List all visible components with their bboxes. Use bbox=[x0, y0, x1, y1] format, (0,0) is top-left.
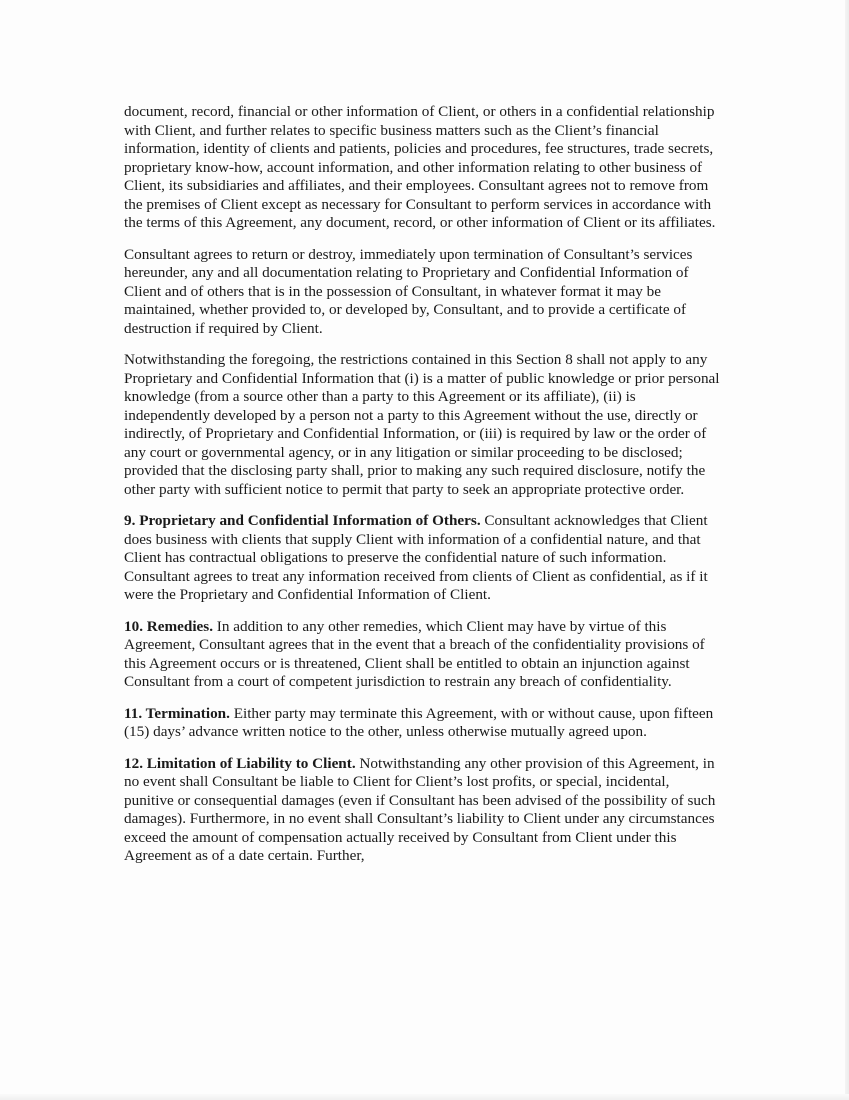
section-10-paragraph bbox=[124, 618, 722, 692]
paragraph-text: Consultant agrees to return or destroy, immediately upon termination of Consultant’s services hereunder, any and all documentation relating to Proprietary and Confidential Information of Client and of others that is in the possession of Consultant, in whatever format it may be maintained, whether provided to, or developed by, Consultant, and to provide a certificate of destruction if required by Client. bbox=[124, 245, 693, 337]
section-11-paragraph bbox=[124, 705, 722, 742]
section-12-heading: 12. Limitation of Liability to Client. bbox=[124, 754, 356, 772]
section-9-paragraph bbox=[124, 512, 722, 605]
section-9-heading: 9. Proprietary and Confidential Information of Others. bbox=[124, 512, 481, 529]
section-10-heading: 10. Remedies. bbox=[124, 617, 213, 635]
scan-bottom-shadow bbox=[0, 1094, 849, 1100]
paragraph-text: In addition to any other remedies, which Client may have by virtue of this Agreement, Consultant agrees that in the event that a breach of the confidentiality provisions of this Agreement occurs or is threatened, Client shall be entitled to obtain an injunction against Consultant from a court of competent jurisdiction to restrain any breach of confidentiality. bbox=[124, 617, 705, 690]
scan-edge-shadow bbox=[845, 0, 849, 1100]
document-body bbox=[124, 103, 722, 879]
paragraph-text: Notwithstanding any other provision of this Agreement, in no event shall Consultant be liable to Client for Client’s lost profits, or special, incidental, punitive or consequential damages (even if Consultant has been advised of the possibility of such damages). Furthermore, in no event shall Consultant’s liability to Client under any circumstances exceed the amount of compensation actually received by Consultant from Client under this Agreement as of a date certain. Further, bbox=[124, 754, 716, 864]
paragraph-text: Either party may terminate this Agreement, with or without cause, upon fifteen (15) days’ advance written notice to the other, unless otherwise mutually agreed upon. bbox=[124, 704, 714, 740]
section-11-heading: 11. Termination. bbox=[124, 704, 230, 722]
paragraph-text: document, record, financial or other information of Client, or others in a confidential relationship with Client, and further relates to specific business matters such as the Client’s financial information, identity of clients and patients, policies and procedures, fee structures, trade secrets, proprietary know-how, account information, and other information relating to other business of Client, its subsidiaries and affiliates, and their employees. Consultant agrees not to remove from the premises of Client except as necessary for Consultant to perform services in accordance with the terms of this Agreement, any document, record, or other information of Client or its affiliates. bbox=[124, 103, 716, 231]
paragraph-text: Notwithstanding the foregoing, the restrictions contained in this Section 8 shall not apply to any Proprietary and Confidential Information that (i) is a matter of public knowledge or prior personal knowledge (from a source other than a party to this Agreement or its affiliate), (ii) is independently developed by a person not a party to this Agreement without the use, directly or indirectly, of Proprietary and Confidential Information, or (iii) is required by law or the order of any court or governmental agency, or in any litigation or similar proceeding to be disclosed; provided that the disclosing party shall, prior to making any such required disclosure, notify the other party with sufficient notice to permit that party to seek an appropriate protective order. bbox=[124, 351, 720, 498]
paragraph-text: Consultant acknowledges that Client does business with clients that supply Client with information of a confidential nature, and that Client has contractual obligations to preserve the confidential nature of such information. Consultant agrees to treat any information received from clients of Client as confidential, as if it were the Proprietary and Confidential Information of Client. bbox=[124, 512, 708, 603]
paragraph-return-or-destroy bbox=[124, 246, 722, 339]
paragraph-exceptions bbox=[124, 351, 722, 499]
section-12-paragraph bbox=[124, 755, 722, 866]
paragraph-confidential-definition bbox=[124, 103, 722, 233]
